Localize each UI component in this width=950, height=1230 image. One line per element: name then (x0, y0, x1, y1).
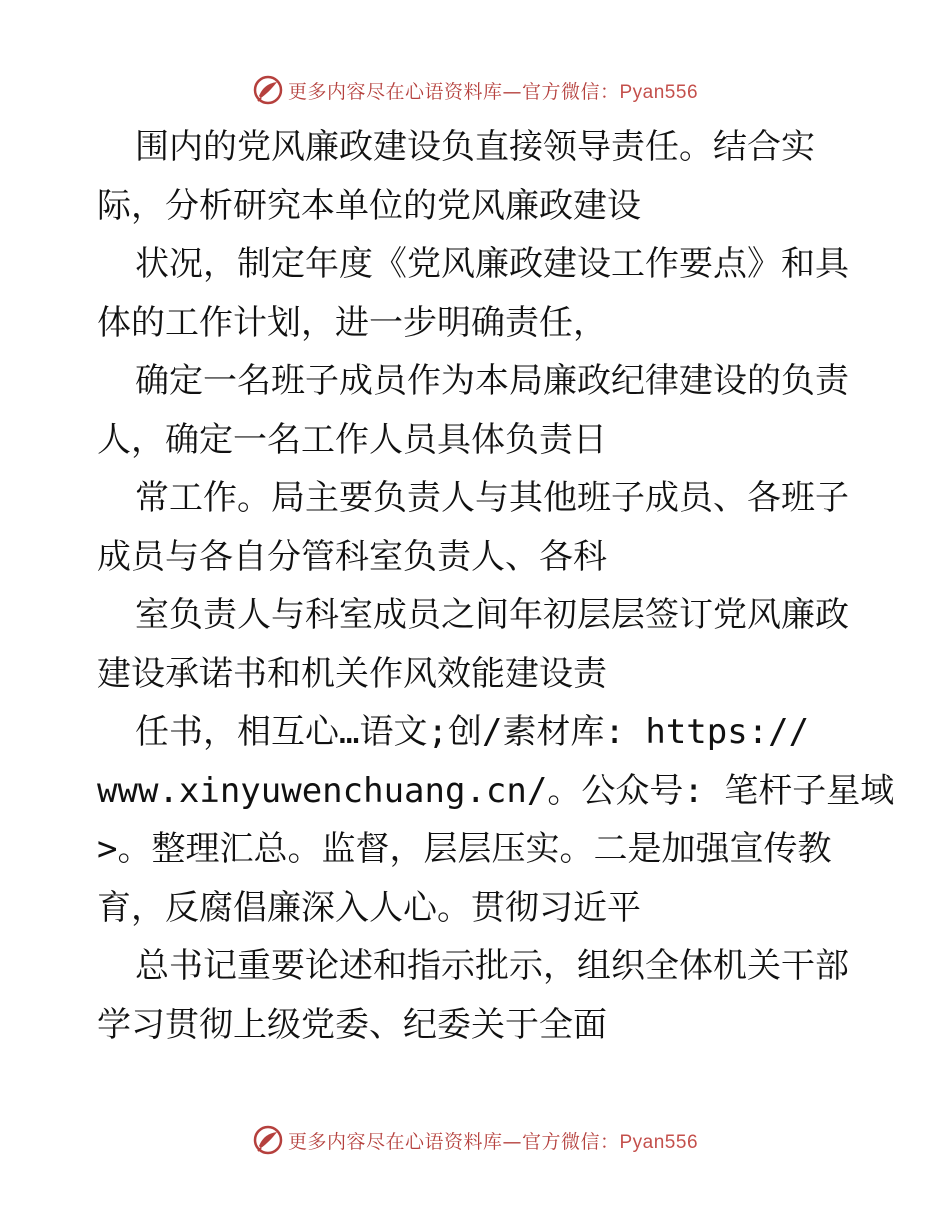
body-line: 体的工作计划，进一步明确责任， (97, 302, 607, 343)
footer-banner-label: 更多内容尽在心语资料库—官方微信： (287, 1130, 620, 1153)
body-line: 人，确定一名工作人员具体负责日 (97, 419, 607, 460)
body-line: 常工作。局主要负责人与其他班子成员、各班子 (135, 478, 849, 518)
body-line: 确定一名班子成员作为本局廉政纪律建设的负责 (135, 361, 849, 401)
header-banner-handle: Pyan556 (619, 81, 699, 103)
pen-logo-icon (252, 74, 284, 106)
pen-logo-icon (252, 1124, 284, 1156)
body-line: 任书，相互心…语文;创/素材库: https:// (135, 712, 810, 752)
document-body (97, 118, 895, 1054)
body-line: 学习贯彻上级党委、纪委关于全面 (97, 1004, 607, 1045)
header-banner-text (288, 77, 698, 104)
footer-banner (0, 1120, 950, 1160)
body-line: www.xinyuwenchuang.cn/。公众号: 笔杆子星域 (97, 770, 895, 811)
footer-banner-text (288, 1127, 698, 1154)
body-line: 建设承诺书和机关作风效能建设责 (97, 653, 607, 694)
body-line: 室负责人与科室成员之间年初层层签订党风廉政 (135, 595, 849, 635)
body-line: 总书记重要论述和指示批示，组织全体机关干部 (135, 946, 849, 986)
body-line: 状况，制定年度《党风廉政建设工作要点》和具 (135, 244, 849, 284)
body-line: 围内的党风廉政建设负直接领导责任。结合实 (135, 127, 815, 167)
footer-banner-handle: Pyan556 (619, 1131, 699, 1153)
header-banner-label: 更多内容尽在心语资料库—官方微信： (287, 80, 620, 103)
body-line: >。整理汇总。监督，层层压实。二是加强宣传教 (97, 829, 832, 869)
header-banner (0, 70, 950, 110)
body-line: 际，分析研究本单位的党风廉政建设 (97, 185, 641, 226)
body-line: 成员与各自分管科室负责人、各科 (97, 536, 607, 577)
body-line: 育，反腐倡廉深入人心。贯彻习近平 (97, 887, 641, 928)
